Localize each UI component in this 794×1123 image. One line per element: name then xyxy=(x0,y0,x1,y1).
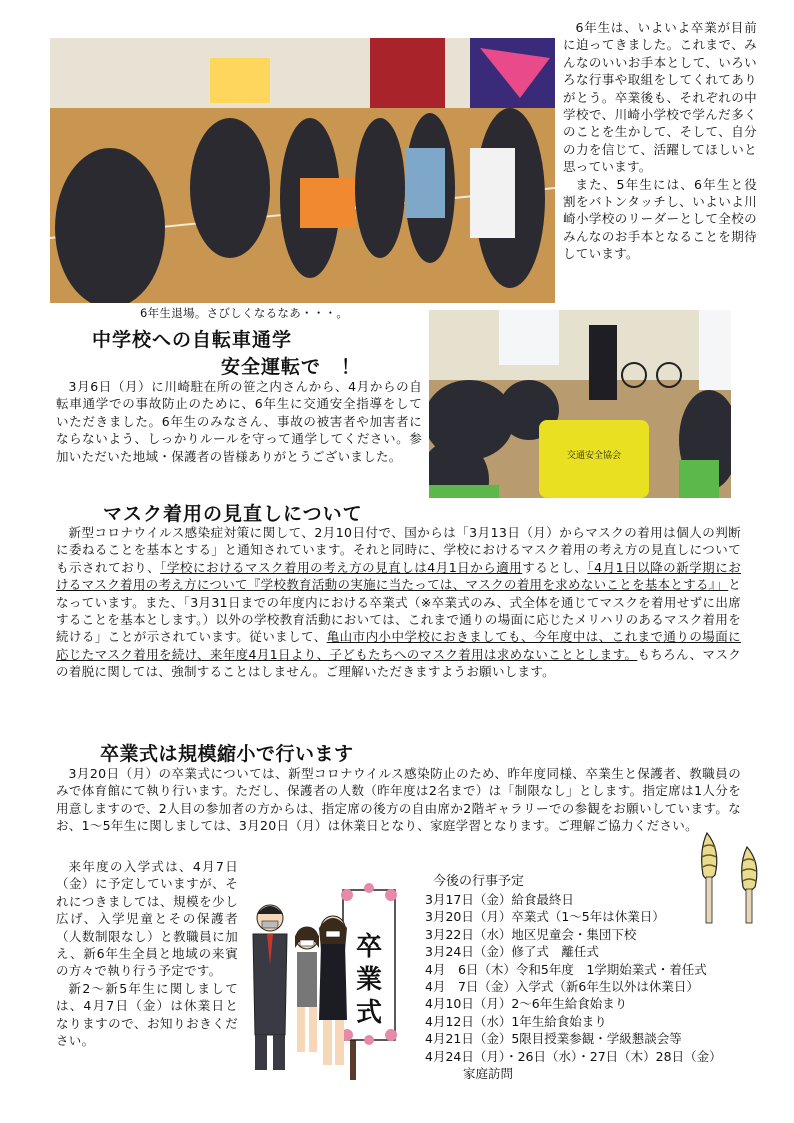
bicycle-body: 3月6日（月）に川崎駐在所の笹之内さんから、4月からの自転車通学での事故防止のために、6年生に交通安全指導をしていただきました。6年生のみなさん、事故の被害者や加害者にならないよう、しっかりルールを守って通学してください。参加いただいた地域・保護者の皆様ありがとうございました。 xyxy=(56,379,422,464)
intro-paragraph-1: 6年生は、いよいよ卒業が目前に迫ってきました。これまで、みんなのいいお手本として、いろいろな行事や取組をしてくれてありがとう。卒業後も、それぞれの中学校で、川崎小学校で学んだ多くのことを生かして、そして、自分の力を信じて、活躍してほしいと思っています。 xyxy=(563,20,757,175)
mask-body xyxy=(56,524,741,681)
entrance-text xyxy=(56,858,238,1049)
schedule-item: 家庭訪問 xyxy=(463,1066,514,1082)
schedule-item: 4月21日（金）5限目授業参観・学級懇談会等 xyxy=(425,1031,682,1047)
graduation-title: 卒業式は規模縮小で行います xyxy=(100,743,354,765)
mask-text-3: となっています。また、「3月31日までの年度内における卒業式（※卒業式のみ、式全体を通じてマスクを着用せずに出席することを基本とします。）以外の学校教育活動においては、これまで通りの場面に応じたメリハリのあるマスク着用を続ける」ことが示されています。従いまして、 xyxy=(56,577,741,645)
mask-underline-1: 「学校におけるマスク着用の考え方の見直しは4月1日から適用 xyxy=(160,559,523,575)
horsetail-illustration xyxy=(695,825,770,925)
schedule-item: 4月 7日（金）入学式（新6年生以外は休業日） xyxy=(425,979,699,995)
schedule-item: 3月20日（月）卒業式（1～5年は休業日） xyxy=(425,909,665,925)
mask-text-2: するとし、 xyxy=(522,559,588,575)
schedule-item: 4月24日（月）・26日（水）・27日（木）28日（金） xyxy=(425,1048,722,1064)
schedule-item: 4月12日（水）1年生給食始まり xyxy=(425,1013,607,1029)
schedule-title: 今後の行事予定 xyxy=(433,874,525,889)
schedule-list xyxy=(425,891,722,1082)
schedule-item: 3月17日（金）給食最終日 xyxy=(425,892,574,907)
photo-caption: 6年生退場。さびしくなるなあ・・・。 xyxy=(140,306,349,320)
intro-text xyxy=(563,19,757,263)
bicycle-title-line1: 中学校への自転車通学 xyxy=(92,329,293,351)
sign-char-3: 式 xyxy=(355,998,383,1028)
entrance-paragraph-2: 新2～新5年生に関しましては、4月7日（金）は休業日となりますので、お知りおきください。 xyxy=(56,980,238,1049)
graduation-body: 3月20日（月）の卒業式については、新型コロナウイルス感染防止のため、昨年度同様、卒業生と保護者、教職員のみで体育館にて執り行います。ただし、保護者の人数（昨年度は2名まで）は「制限なし」とします。指定席は1人分を用意しますので、2人目の参加者の方からは、指定席の後方の自由席か2階ギャラリーでの参観をお願いしています。なお、1～5年生に関しましては、3月20日（月）は休業日となり、家庭学習となります。ご理解ご協力ください。 xyxy=(56,766,741,834)
sign-char-1: 卒 xyxy=(355,932,383,962)
sign-char-2: 業 xyxy=(355,965,383,995)
mask-underline-2: 「4月1日以降の新学期におけるマスク着用の考え方について『学校教育活動の実施に当たっては、マスクの着用を求めないことを基本とする』」 xyxy=(56,559,742,593)
graduation-exit-photo xyxy=(50,38,555,303)
traffic-safety-photo xyxy=(429,310,731,498)
schedule-item: 3月24日（金）修了式 離任式 xyxy=(425,944,599,960)
schedule-item: 3月22日（水）地区児童会・集団下校 xyxy=(425,926,637,942)
mask-text-1: 新型コロナウイルス感染症対策に関して、2月10日付で、国からは「3月13日（月）からマスクの着用は個人の判断に委ねることを基本とする」と通知されています。それと同時に、学校におけるマスク着用の考え方の見直しについても示されており、 xyxy=(56,525,741,575)
mask-title: マスク着用の見直しについて xyxy=(103,503,363,525)
schedule-item: 4月 6日（木）令和5年度 1学期始業式・着任式 xyxy=(425,961,707,977)
schedule-item: 4月10日（月）2～6年生給食始まり xyxy=(425,996,628,1012)
vest-text: 交通安全協会 xyxy=(566,451,622,461)
mask-underline-3: 亀山市内小中学校におきましても、今年度中は、これまで通りの場面に応じたマスク着用を続け、来年度4月1日より、子どもたちへのマスク着用は求めないこととします。 xyxy=(56,629,741,662)
mask-text-4: もちろん、マスクの着脱に関しては、強制することはしません。ご理解いただきますようお願いします。 xyxy=(56,646,741,680)
bicycle-title-line2: 安全運転で ！ xyxy=(221,356,362,378)
entrance-paragraph-1: 来年度の入学式は、4月7日（金）に予定していますが、それにつきましては、規模を少し広げ、入学児童とその保護者（人数制限なし）と教職員に加え、新6年生全員と地域の来賓の方々で執り行う予定です。 xyxy=(56,859,238,979)
graduation-family-illustration xyxy=(245,870,405,1085)
intro-paragraph-2: また、5年生には、6年生と役割をバトンタッチし、いよいよ川崎小学校のリーダーとして全校のみんなのお手本となることを期待しています。 xyxy=(563,176,757,262)
